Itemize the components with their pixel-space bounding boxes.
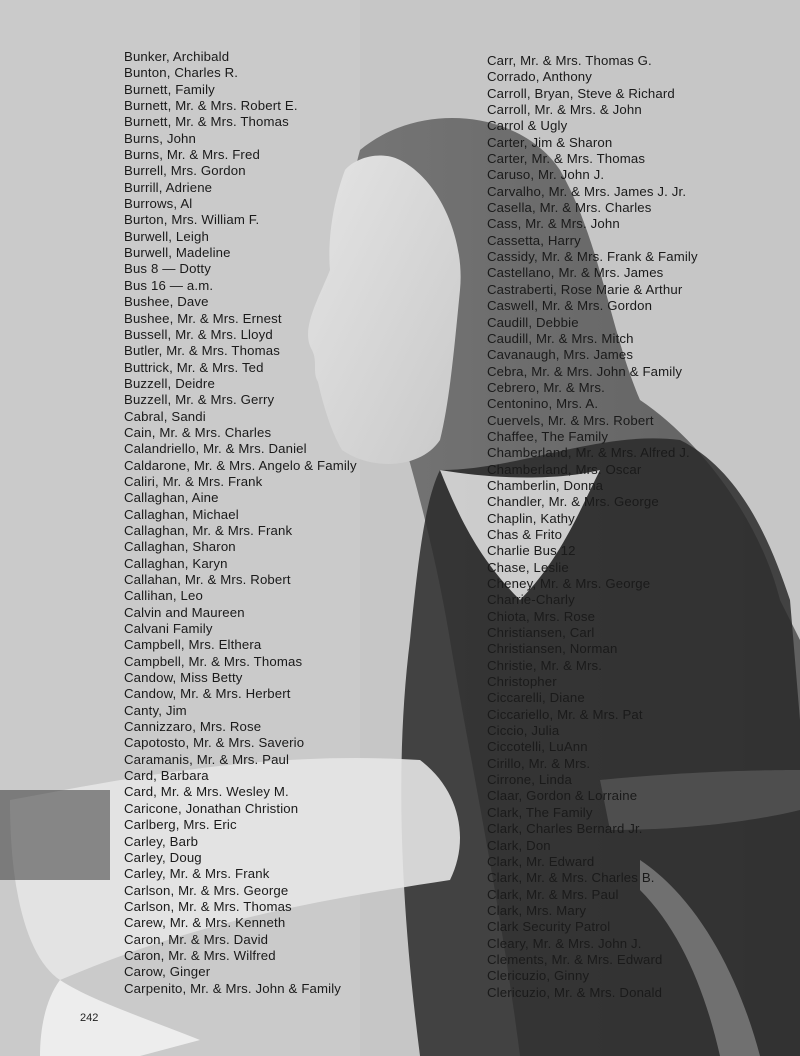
list-item: Cass, Mr. & Mrs. John [487, 216, 620, 232]
list-item: Cassidy, Mr. & Mrs. Frank & Family [487, 249, 698, 265]
list-item: Castraberti, Rose Marie & Arthur [487, 281, 683, 297]
donor-list-left [124, 49, 357, 997]
list-item: Clark, Don [487, 837, 551, 853]
list-item: Ciccio, Julia [487, 723, 560, 739]
list-item: Clark, The Family [487, 804, 593, 820]
list-item: Callaghan, Sharon [124, 539, 236, 555]
list-item: Chase, Leslie [487, 559, 569, 575]
list-item: Ciccariello, Mr. & Mrs. Pat [487, 706, 643, 722]
list-item: Callaghan, Aine [124, 490, 219, 506]
list-item: Carr, Mr. & Mrs. Thomas G. [487, 53, 652, 68]
list-item: Bus 8 — Dotty [124, 261, 211, 277]
list-item: Cuervels, Mr. & Mrs. Robert [487, 412, 654, 428]
list-item: Callaghan, Michael [124, 506, 239, 522]
list-item: Bushee, Dave [124, 294, 209, 310]
list-item: Claar, Gordon & Lorraine [487, 788, 638, 804]
list-item: Chamberland, Mr. & Mrs. Alfred J. [487, 445, 690, 461]
list-item: Burns, John [124, 130, 197, 146]
list-item: Chaffee, The Family [487, 428, 609, 444]
list-item: Carew, Mr. & Mrs. Kenneth [124, 915, 286, 931]
list-item: Candow, Miss Betty [124, 670, 243, 686]
list-item: Caruso, Mr. John J. [487, 167, 605, 183]
list-item: Chamberlin, Donna [487, 477, 604, 493]
list-item: Candow, Mr. & Mrs. Herbert [124, 686, 291, 702]
list-item: Cleary, Mr. & Mrs. John J. [487, 935, 642, 951]
list-item: Clements, Mr. & Mrs. Edward [487, 951, 663, 967]
list-item: Campbell, Mrs. Elthera [124, 637, 262, 653]
list-item: Clark, Mr. Edward [487, 853, 595, 869]
list-item: Carlberg, Mrs. Eric [124, 817, 237, 833]
list-item: Callihan, Leo [124, 588, 203, 604]
list-item: Callahan, Mr. & Mrs. Robert [124, 572, 291, 587]
list-item: Burwell, Leigh [124, 228, 209, 244]
list-item: Calvin and Maureen [124, 604, 245, 620]
list-item: Bunton, Charles R. [124, 65, 239, 81]
list-item: Caldarone, Mr. & Mrs. Angelo & Family [124, 457, 357, 473]
list-item: Carlson, Mr. & Mrs. George [124, 882, 289, 898]
list-item: Carroll, Mr. & Mrs. & John [487, 102, 642, 118]
list-item: Caswell, Mr. & Mrs. Gordon [487, 298, 653, 314]
list-item: Calvani Family [124, 621, 213, 637]
list-item: Cannizzaro, Mrs. Rose [124, 719, 262, 735]
list-item: Clericuzio, Ginny [487, 968, 590, 984]
list-item: Callaghan, Mr. & Mrs. Frank [124, 522, 293, 538]
list-item: Chandler, Mr. & Mrs. George [487, 494, 659, 510]
list-item: Carow, Ginger [124, 964, 211, 980]
list-item: Clark, Mr. & Mrs. Charles B. [487, 870, 655, 886]
list-item: Cheney, Mr. & Mrs. George [487, 576, 651, 591]
list-item: Bushee, Mr. & Mrs. Ernest [124, 310, 282, 326]
list-item: Buzzell, Deidre [124, 375, 215, 391]
list-item: Christiansen, Norman [487, 641, 618, 657]
donor-list-right [487, 53, 698, 1001]
list-item: Carter, Jim & Sharon [487, 134, 613, 150]
list-item: Ciccarelli, Diane [487, 690, 585, 706]
list-item: Burrows, Al [124, 196, 193, 212]
list-item: Burnett, Mr. & Mrs. Thomas [124, 114, 289, 130]
list-item: Caliri, Mr. & Mrs. Frank [124, 473, 263, 489]
list-item: Chaplin, Kathy [487, 510, 575, 526]
list-item: Christie, Mr. & Mrs. [487, 657, 603, 673]
list-item: Caron, Mr. & Mrs. David [124, 931, 269, 947]
list-item: Campbell, Mr. & Mrs. Thomas [124, 653, 303, 669]
list-item: Ciccotelli, LuAnn [487, 739, 588, 755]
list-item: Bunker, Archibald [124, 49, 230, 64]
list-item: Charrie-Charly [487, 592, 575, 608]
list-item: Clark, Mr. & Mrs. Paul [487, 886, 619, 902]
list-item: Callaghan, Karyn [124, 555, 228, 571]
list-item: Cain, Mr. & Mrs. Charles [124, 424, 272, 440]
list-item: Carroll, Bryan, Steve & Richard [487, 85, 675, 101]
list-item: Carley, Doug [124, 849, 202, 865]
list-item: Caramanis, Mr. & Mrs. Paul [124, 751, 290, 767]
list-item: Cassetta, Harry [487, 232, 581, 248]
list-item: Carley, Mr. & Mrs. Frank [124, 866, 270, 882]
list-item: Caudill, Mr. & Mrs. Mitch [487, 330, 634, 346]
list-item: Buttrick, Mr. & Mrs. Ted [124, 359, 264, 375]
list-item: Clark Security Patrol [487, 919, 611, 935]
list-item: Capotosto, Mr. & Mrs. Saverio [124, 735, 305, 751]
list-item: Caudill, Debbie [487, 314, 579, 330]
list-item: Clericuzio, Mr. & Mrs. Donald [487, 984, 663, 1000]
list-item: Clark, Charles Bernard Jr. [487, 821, 643, 837]
list-item: Carvalho, Mr. & Mrs. James J. Jr. [487, 183, 687, 199]
list-item: Clark, Mrs. Mary [487, 902, 587, 918]
list-item: Cabral, Sandi [124, 408, 206, 424]
list-item: Burns, Mr. & Mrs. Fred [124, 147, 260, 163]
list-item: Caron, Mr. & Mrs. Wilfred [124, 947, 276, 963]
list-item: Casella, Mr. & Mrs. Charles [487, 200, 652, 216]
list-item: Carlson, Mr. & Mrs. Thomas [124, 898, 292, 914]
list-item: Card, Mr. & Mrs. Wesley M. [124, 784, 289, 800]
list-item: Carter, Mr. & Mrs. Thomas [487, 151, 646, 167]
list-item: Burton, Mrs. William F. [124, 212, 260, 228]
list-item: Buzzell, Mr. & Mrs. Gerry [124, 392, 275, 408]
list-item: Burrill, Adriene [124, 179, 213, 195]
list-item: Butler, Mr. & Mrs. Thomas [124, 343, 280, 359]
list-item: Cebra, Mr. & Mrs. John & Family [487, 363, 683, 379]
list-item: Burnett, Family [124, 81, 215, 97]
list-item: Corrado, Anthony [487, 69, 593, 85]
list-item: Castellano, Mr. & Mrs. James [487, 265, 664, 281]
list-item: Bus 16 — a.m. [124, 277, 214, 293]
list-item: Cirillo, Mr. & Mrs. [487, 755, 591, 771]
list-item: Burwell, Madeline [124, 245, 231, 261]
list-item: Chamberland, Mrs. Oscar [487, 461, 642, 477]
list-item: Chiota, Mrs. Rose [487, 608, 596, 624]
list-item: Carpenito, Mr. & Mrs. John & Family [124, 980, 342, 996]
list-item: Burrell, Mrs. Gordon [124, 163, 246, 179]
list-item: Canty, Jim [124, 702, 187, 718]
list-item: Cirrone, Linda [487, 772, 572, 788]
page-number: 242 [80, 1012, 99, 1024]
list-item: Carrol & Ugly [487, 118, 568, 134]
list-item: Burnett, Mr. & Mrs. Robert E. [124, 98, 298, 114]
list-item: Christopher [487, 674, 557, 690]
list-item: Cebrero, Mr. & Mrs. [487, 379, 605, 395]
list-item: Carley, Barb [124, 833, 199, 849]
list-item: Card, Barbara [124, 768, 209, 784]
list-item: Caricone, Jonathan Christion [124, 800, 299, 816]
list-item: Bussell, Mr. & Mrs. Lloyd [124, 326, 273, 342]
list-item: Cavanaugh, Mrs. James [487, 347, 634, 363]
list-item: Chas & Frito [487, 526, 563, 542]
list-item: Calandriello, Mr. & Mrs. Daniel [124, 441, 307, 457]
list-item: Christiansen, Carl [487, 625, 595, 641]
list-item: Charlie Bus 12 [487, 543, 576, 559]
list-item: Centonino, Mrs. A. [487, 396, 599, 412]
